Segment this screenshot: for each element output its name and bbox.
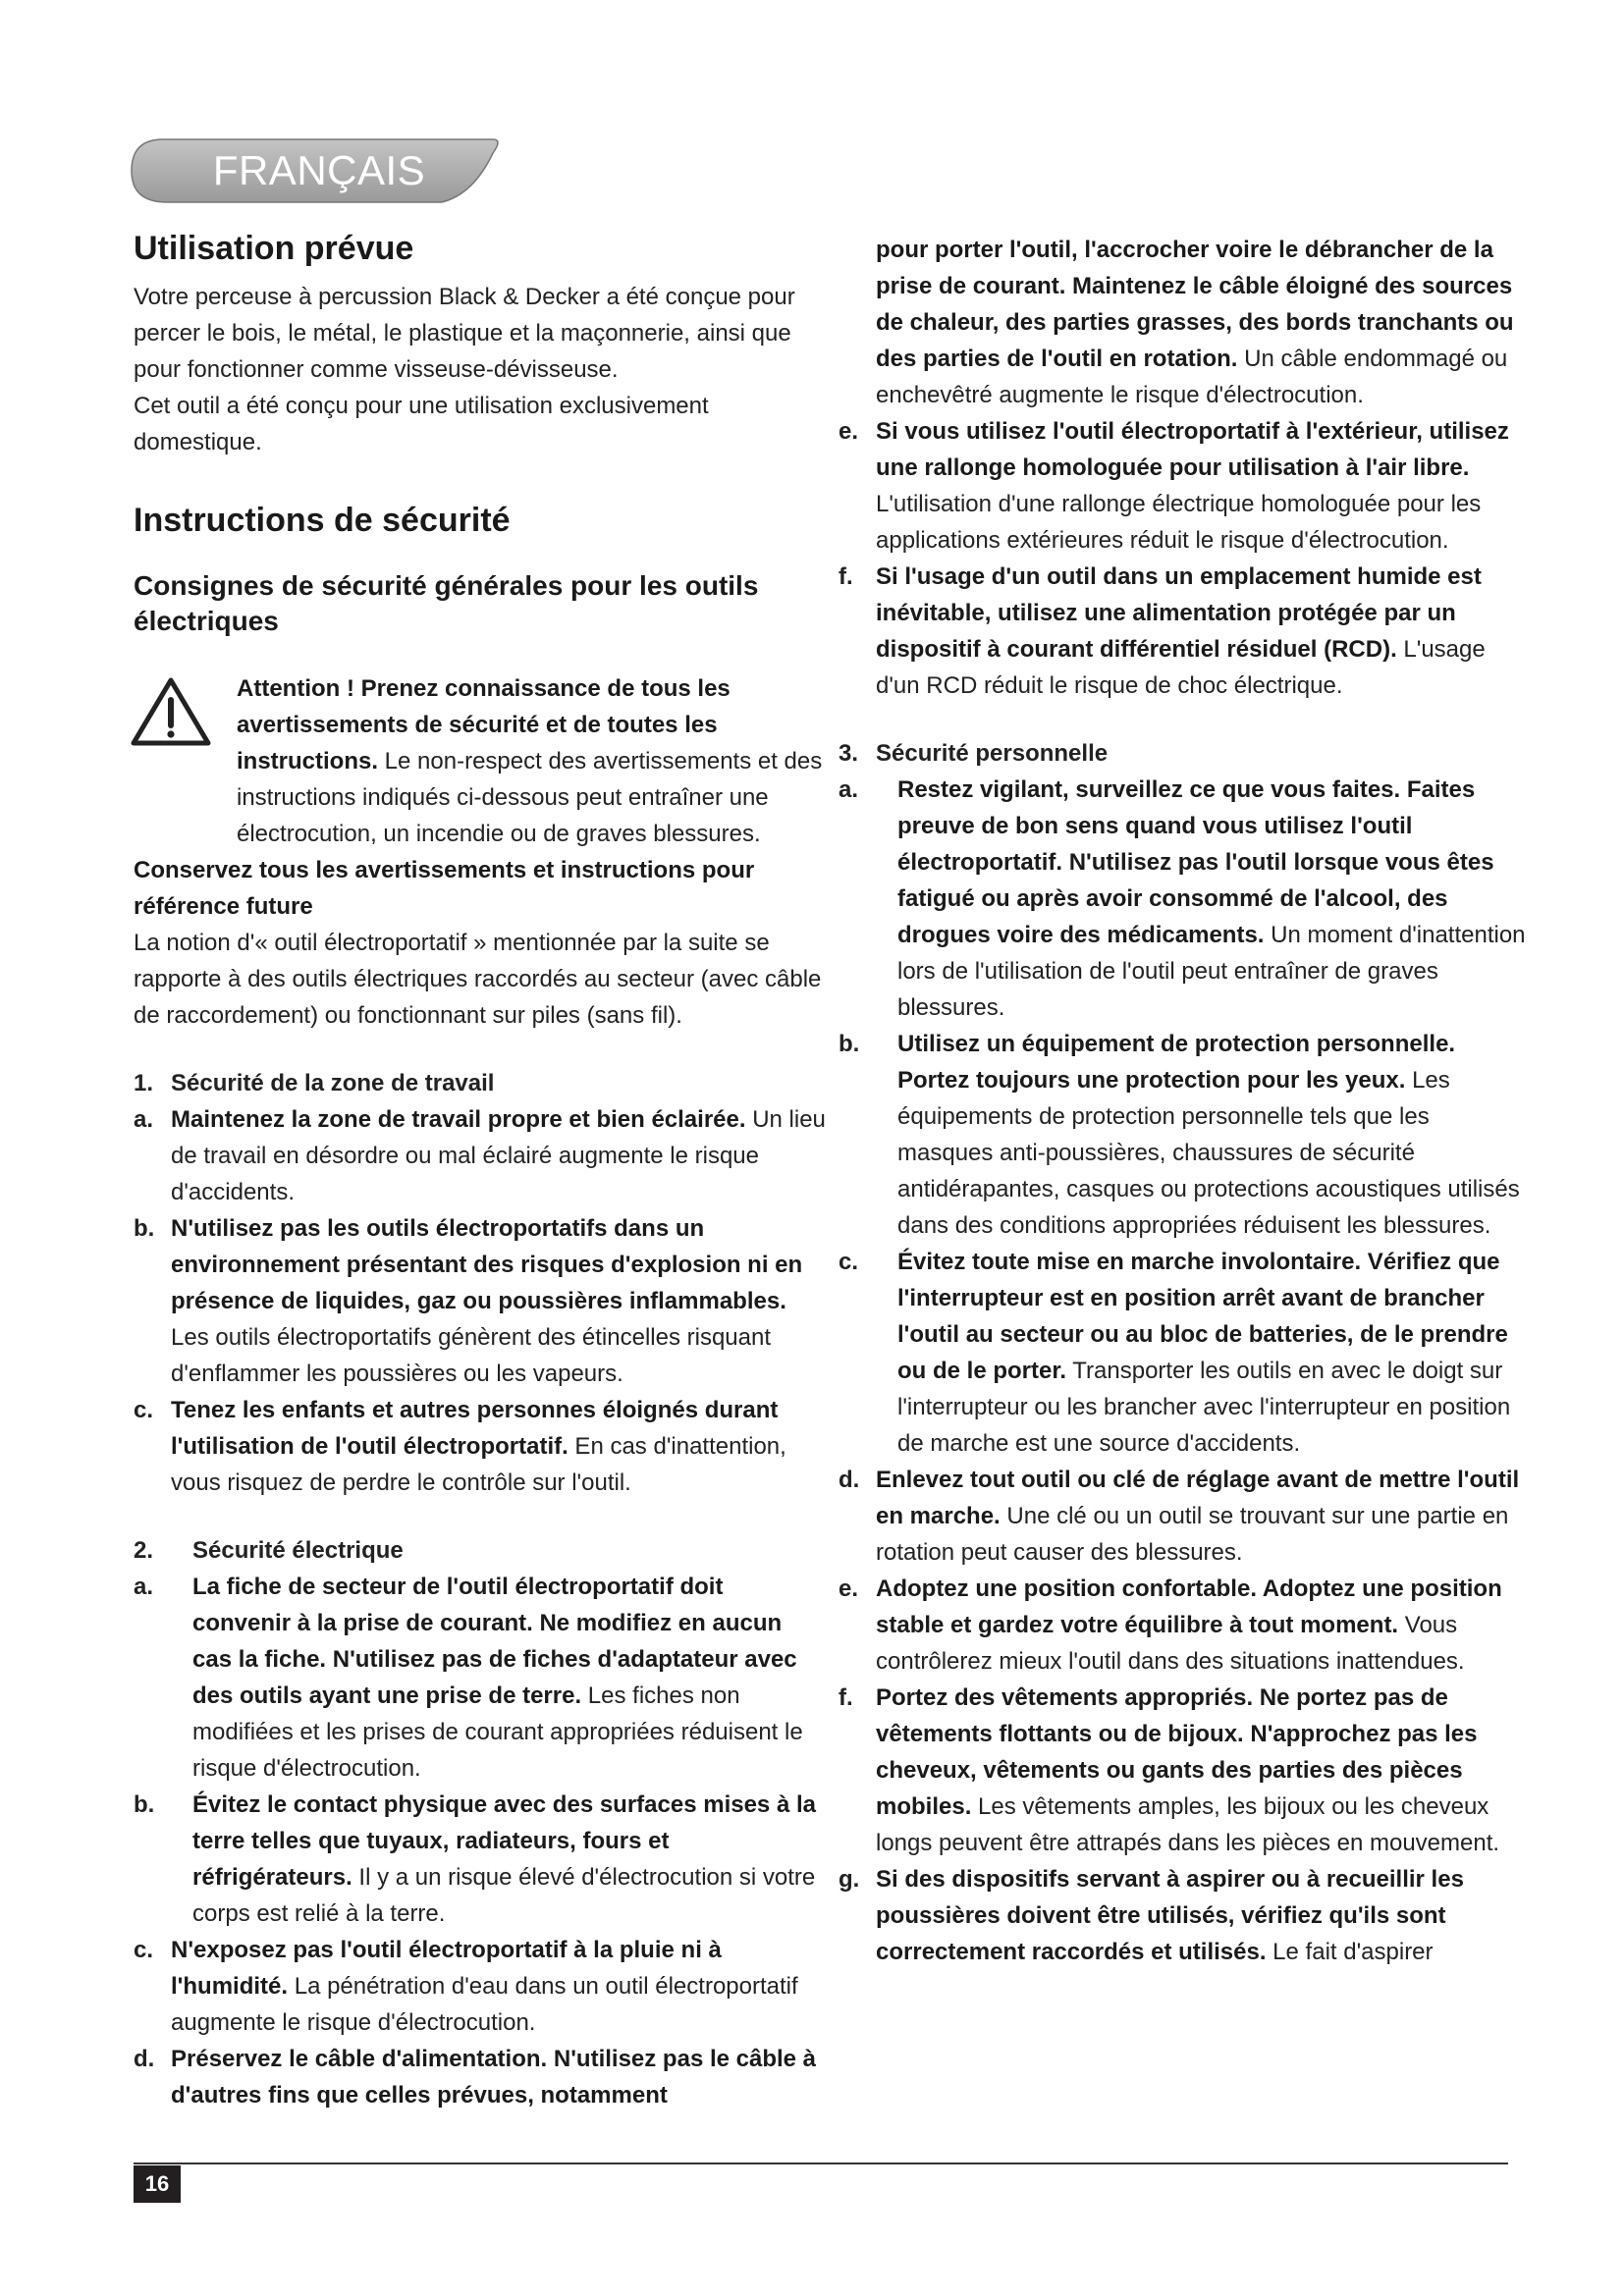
- item-bold: Utilisez un équipement de protection personnelle. Portez toujours une protection pour les yeux.: [897, 1031, 1456, 1094]
- list-item: [839, 413, 1526, 559]
- item-letter: b.: [134, 1791, 155, 1818]
- item-bold: Maintenez la zone de travail propre et bien éclairée.: [171, 1106, 746, 1133]
- item-letter: c.: [134, 1397, 154, 1423]
- item-bold: Adoptez une position confortable. Adoptez une position stable et gardez votre équilibre à tout moment.: [876, 1575, 1502, 1638]
- footer-rule: [134, 2163, 1508, 2164]
- item-letter: a.: [134, 1106, 154, 1133]
- section-number: 2.: [134, 1537, 154, 1564]
- item-text: Un lieu de travail en désordre ou mal éclairé augmente le risque d'accidents.: [171, 1106, 826, 1205]
- list-item: [839, 1861, 1526, 1970]
- list-item: [134, 1210, 826, 1392]
- continuation-bold: pour porter l'outil, l'accrocher voire le débrancher de la prise de courant. Maintenez le câble éloigné des sources de chaleur, des parties grasses, des bords tranchants ou des parties de l'outil en rotation.: [876, 237, 1514, 372]
- page-number: 16: [134, 2165, 181, 2203]
- item-text: Les équipements de protection personnelle tels que les masques anti-poussières, chaussures de sécurité antidérapantes, casques ou protections acoustiques utilisés dans des conditions appropriées réduisent les blessures.: [897, 1067, 1520, 1239]
- item-text: En cas d'inattention, vous risquez de perdre le contrôle sur l'outil.: [171, 1433, 786, 1496]
- item-bold: La fiche de secteur de l'outil électroportatif doit convenir à la prise de courant. Ne modifiez en aucun cas la fiche. N'utilisez pas de fiches d'adaptateur avec des outils ayant une prise de terre.: [192, 1574, 797, 1709]
- section-title: Sécurité de la zone de travail: [171, 1070, 495, 1096]
- list-item: [134, 1569, 826, 1787]
- item-text: Les outils électroportatifs génèrent des étincelles risquant d'enflammer les poussières ou les vapeurs.: [171, 1324, 772, 1387]
- language-badge: [128, 135, 505, 206]
- warning-triangle-icon: [130, 676, 212, 747]
- section-number: 3.: [839, 740, 859, 767]
- item-letter: d.: [134, 2046, 155, 2072]
- item-text: Les vêtements amples, les bijoux ou les cheveux longs peuvent être attrapés dans les pièces en mouvement.: [876, 1793, 1500, 1856]
- item-text: L'usage d'un RCD réduit le risque de choc électrique.: [876, 636, 1486, 699]
- item-text: Vous contrôlerez mieux l'outil dans des situations inattendues.: [876, 1612, 1465, 1675]
- list-item: [839, 1462, 1526, 1571]
- keep-instructions: [134, 852, 826, 925]
- intended-use-paragraph-2: Cet outil a été conçu pour une utilisation exclusivement domestique.: [134, 393, 709, 455]
- item-text: L'utilisation d'une rallonge électrique homologuée pour les applications extérieures réduit le risque d'électrocution.: [876, 491, 1482, 554]
- continuation-item: [839, 232, 1526, 413]
- item-text: Les fiches non modifiées et les prises de courant appropriées réduisent le risque d'électrocution.: [192, 1682, 803, 1782]
- list-item: [839, 1244, 1526, 1462]
- list-item: [134, 1932, 826, 2041]
- continuation-text: Un câble endommagé ou enchevêtré augmente le risque d'électrocution.: [876, 346, 1508, 408]
- electrical-heading: [134, 1532, 826, 1569]
- item-letter: b.: [839, 1031, 860, 1057]
- item-text: Une clé ou un outil se trouvant sur une partie en rotation peut causer des blessures.: [876, 1503, 1509, 1566]
- item-bold: N'exposez pas l'outil électroportatif à la pluie ni à l'humidité.: [171, 1937, 722, 2000]
- item-text: La pénétration d'eau dans un outil électroportatif augmente le risque d'électrocution.: [171, 1973, 798, 2036]
- list-item: [134, 2041, 826, 2113]
- item-letter: f.: [839, 1684, 853, 1711]
- personal-heading: [839, 735, 1526, 772]
- item-letter: c.: [839, 1249, 859, 1275]
- item-letter: a.: [134, 1574, 154, 1600]
- item-letter: f.: [839, 563, 853, 590]
- list-item: [839, 1026, 1526, 1244]
- list-item: [839, 1680, 1526, 1861]
- item-letter: a.: [839, 776, 859, 803]
- item-bold: Si des dispositifs servant à aspirer ou à recueillir les poussières doivent être utilisés, vérifiez qu'ils sont correctement raccordés et utilisés.: [876, 1866, 1464, 1965]
- item-text: Transporter les outils en avec le doigt sur l'interrupteur ou les brancher avec l'interrupteur en position de marche est une source d'accidents.: [897, 1358, 1511, 1457]
- list-item: [134, 1101, 826, 1210]
- language-label: FRANÇAIS: [212, 147, 426, 193]
- section-number: 1.: [134, 1070, 154, 1096]
- work-area-heading: [134, 1065, 826, 1101]
- item-bold: N'utilisez pas les outils électroportatifs dans un environnement présentant des risques d'explosion ni en présence de liquides, gaz ou poussières inflammables.: [171, 1215, 803, 1314]
- item-bold: Portez des vêtements appropriés. Ne portez pas de vêtements flottants ou de bijoux. N'approchez pas les cheveux, vêtements ou gants des parties des pièces mobiles.: [876, 1684, 1478, 1820]
- section-title: Sécurité personnelle: [876, 740, 1109, 767]
- intended-use-title: Utilisation prévue: [134, 230, 414, 267]
- item-letter: b.: [134, 1215, 155, 1242]
- item-bold: Tenez les enfants et autres personnes éloignés durant l'utilisation de l'outil électroportatif.: [171, 1397, 779, 1460]
- item-text: Le fait d'aspirer: [1266, 1939, 1434, 1965]
- item-bold: Restez vigilant, surveillez ce que vous faites. Faites preuve de bon sens quand vous utilisez l'outil électroportatif. N'utilisez pas l'outil lorsque vous êtes fatigué ou après avoir consommé de l'alcool, des drogues voire des médicaments.: [897, 776, 1494, 948]
- item-letter: d.: [839, 1467, 860, 1493]
- keep-instructions-bold: Conservez tous les avertissements et instructions pour référence future: [134, 857, 755, 920]
- item-letter: c.: [134, 1937, 154, 1963]
- right-column: [839, 232, 1526, 1970]
- item-letter: e.: [839, 1575, 859, 1602]
- item-bold: Évitez le contact physique avec des surfaces mises à la terre telles que tuyaux, radiateurs, fours et réfrigérateurs.: [192, 1791, 816, 1891]
- item-letter: e.: [839, 418, 859, 445]
- safety-subtitle: Consignes de sécurité générales pour les outils électriques: [134, 570, 759, 636]
- item-letter: g.: [839, 1866, 860, 1893]
- list-item: [839, 559, 1526, 704]
- list-item: [134, 1787, 826, 1932]
- warning-text: Le non-respect des avertissements et des instructions indiqués ci-dessous peut entraîner une électrocution, un incendie ou de graves blessures.: [237, 748, 823, 847]
- warning-block: [134, 670, 826, 852]
- intended-use-paragraph-1: Votre perceuse à percussion Black & Decker a été conçue pour percer le bois, le métal, le plastique et la maçonnerie, ainsi que pour fonctionner comme visseuse-dévisseuse.: [134, 284, 795, 383]
- item-bold: Si vous utilisez l'outil électroportatif à l'extérieur, utilisez une rallonge homologuée pour utilisation à l'air libre.: [876, 418, 1509, 481]
- item-bold: Évitez toute mise en marche involontaire. Vérifiez que l'interrupteur est en position arrêt avant de brancher l'outil au secteur ou au bloc de batteries, de le prendre ou de le porter.: [897, 1249, 1508, 1384]
- item-bold: Enlevez tout outil ou clé de réglage avant de mettre l'outil en marche.: [876, 1467, 1520, 1529]
- list-item: [134, 1392, 826, 1501]
- left-column: [134, 228, 826, 2113]
- section-title: Sécurité électrique: [192, 1537, 404, 1564]
- warning-paragraph: [237, 670, 826, 852]
- item-bold: Préservez le câble d'alimentation. N'utilisez pas le câble à d'autres fins que celles prévues, notamment: [171, 2046, 817, 2109]
- list-item: [839, 1571, 1526, 1680]
- warning-bold: Attention ! Prenez connaissance de tous les avertissements de sécurité et de toutes les instructions.: [237, 675, 731, 774]
- item-text: Il y a un risque élevé d'électrocution si votre corps est relié à la terre.: [192, 1864, 816, 1927]
- safety-title: Instructions de sécurité: [134, 502, 511, 539]
- item-text: Un moment d'inattention lors de l'utilisation de l'outil peut entraîner de graves blessures.: [897, 922, 1526, 1021]
- list-item: [839, 772, 1526, 1026]
- item-bold: Si l'usage d'un outil dans un emplacement humide est inévitable, utilisez une alimentation protégée par un dispositif à courant différentiel résiduel (RCD).: [876, 563, 1482, 663]
- notion-paragraph: La notion d'« outil électroportatif » mentionnée par la suite se rapporte à des outils électriques raccordés au secteur (avec câble de raccordement) ou fonctionnant sur piles (sans fil).: [134, 930, 822, 1029]
